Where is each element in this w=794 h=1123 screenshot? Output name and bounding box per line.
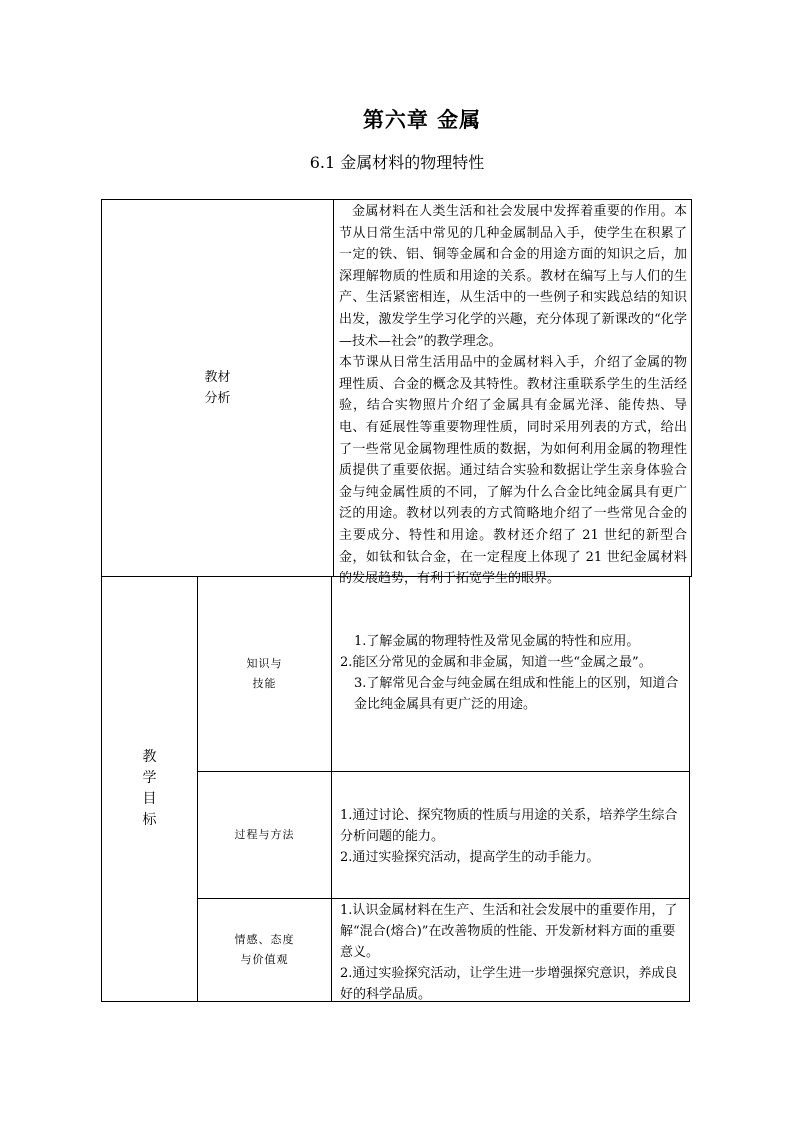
section-title: 6.1 金属材料的物理特性 [309, 153, 485, 172]
emotion-item-1: 1.认识金属材料在生产、生活和社会发展中的重要作用，了解“混合(熔合)”在改善物质的性能、开发新材料方面的重要意义。 [340, 903, 678, 960]
knowledge-item-3: 3.了解常见合金与纯金属在组成和性能上的区别，知道合金比纯金属具有更广泛的用途。 [354, 676, 679, 712]
emotion-item-2: 2.通过实验探究活动，让学生进一步增强探究意识，养成良好的科学品质。 [340, 966, 678, 1002]
teaching-goals-label: 教学目标 [142, 749, 157, 828]
process-content-cell [331, 771, 690, 899]
material-analysis-label-cell [101, 199, 334, 577]
emotion-label: 情感、态度 与价值观 [234, 933, 295, 966]
knowledge-label-cell [197, 576, 332, 772]
process-label: 过程与方法 [234, 828, 295, 841]
knowledge-item-1: 1.了解金属的物理特性及常见金属的特性和应用。 [354, 634, 640, 649]
process-label-cell [197, 771, 332, 899]
knowledge-item-2: 2.能区分常见的金属和非金属，知道一些“金属之最”。 [340, 655, 652, 670]
teaching-goals-label-cell [101, 576, 198, 1002]
chapter-title: 第六章 金属 [362, 107, 482, 132]
process-item-1: 1.通过讨论、探究物质的性质与用途的关系，培养学生综合分析问题的能力。 [340, 808, 678, 844]
material-analysis-paragraph-1: 金属材料在人类生活和社会发展中发挥着重要的作用。本节从日常生活中常见的几种金属制品入手，使学生在积累了一定的铁、铝、铜等金属和合金的用途方面的知识之后，加深理解物质的性质和用途的关系。教材在编写上与人们的生产、生活紧密相连，从生活中的一些例子和实践总结的知识出发，激发学生学习化学的兴趣，充分体现了新课改的“化学—技术—社会”的教学理念。 [339, 204, 687, 349]
material-analysis-paragraph-2: 本节课从日常生活用品中的金属材料入手，介绍了金属的物理性质、合金的概念及其特性。教材注重联系学生的生活经验，结合实物照片介绍了金属具有金属光泽、能传热、导电、有延展性等重要物理性质，同时采用列表的方式，给出了一些常见金属物理性质的数据，为如何利用金属的物理性质提供了重要依据。通过结合实验和数据让学生亲身体验合金与纯金属性质的不同，了解为什么合金比纯金属具有更广泛的用途。教材以列表的方式简略地介绍了一些常见合金的主要成分、特性和用途。教材还介绍了 21 世纪的新型合金，如钛和钛合金，在一定程度上体现了 21 世纪金属材料的发展趋势，有利于拓宽学生的眼界。 [339, 355, 687, 587]
material-analysis-label: 教材 分析 [204, 370, 231, 406]
knowledge-label: 知识与 技能 [246, 657, 283, 690]
emotion-content-cell [331, 898, 690, 1002]
knowledge-content-cell [331, 576, 690, 772]
material-analysis-content-cell [333, 199, 692, 587]
process-item-2: 2.通过实验探究活动，提高学生的动手能力。 [340, 850, 600, 865]
emotion-label-cell [197, 898, 332, 1002]
